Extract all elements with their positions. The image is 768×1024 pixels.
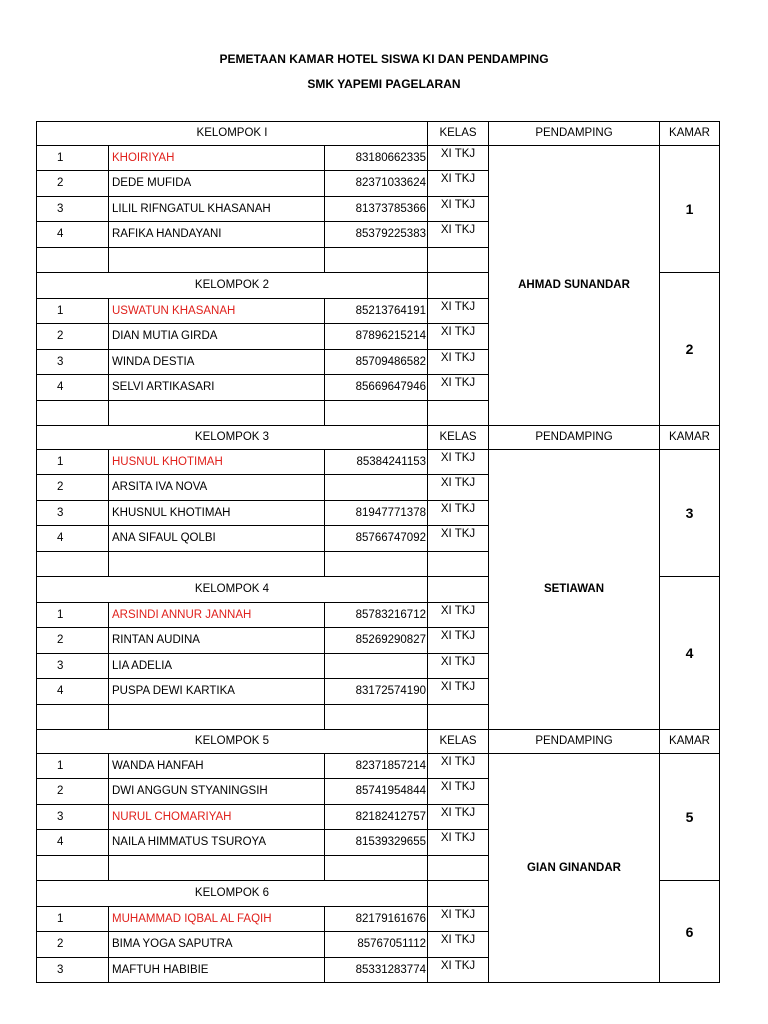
- phone-number: 85766747092: [325, 526, 428, 552]
- row-number: 1: [37, 906, 109, 932]
- row-number: 2: [37, 171, 109, 197]
- kelas-value: XI TKJ: [428, 804, 489, 830]
- student-name: ARSITA IVA NOVA: [109, 475, 325, 501]
- student-name: ARSINDI ANNUR JANNAH: [109, 602, 325, 628]
- phone-number: [325, 653, 428, 679]
- phone-number: 85709486582: [325, 349, 428, 375]
- row-number: 4: [37, 222, 109, 248]
- row-number: 2: [37, 932, 109, 958]
- phone-number: 85783216712: [325, 602, 428, 628]
- kelas-value: XI TKJ: [428, 475, 489, 501]
- student-name: BIMA YOGA SAPUTRA: [109, 932, 325, 958]
- kelas-header: KELAS: [428, 730, 489, 754]
- student-name: RAFIKA HANDAYANI: [109, 222, 325, 248]
- student-name: MUHAMMAD IQBAL AL FAQIH: [109, 906, 325, 932]
- student-name: DWI ANGGUN STYANINGSIH: [109, 779, 325, 805]
- row-number: 3: [37, 653, 109, 679]
- phone-number: 85213764191: [325, 298, 428, 324]
- table-row: [37, 753, 720, 779]
- row-number: 4: [37, 526, 109, 552]
- kelas-value: XI TKJ: [428, 222, 489, 248]
- group-title: KELOMPOK 5: [37, 730, 428, 754]
- blank-cell: [37, 400, 109, 426]
- row-number: 1: [37, 145, 109, 171]
- student-name: USWATUN KHASANAH: [109, 298, 325, 324]
- group-header-row: [37, 426, 720, 450]
- pendamping-header: PENDAMPING: [489, 122, 660, 146]
- student-name: DEDE MUFIDA: [109, 171, 325, 197]
- student-name: PUSPA DEWI KARTIKA: [109, 679, 325, 705]
- kelas-value: XI TKJ: [428, 349, 489, 375]
- row-number: 3: [37, 349, 109, 375]
- student-name: HUSNUL KHOTIMAH: [109, 449, 325, 475]
- student-name: WINDA DESTIA: [109, 349, 325, 375]
- phone-number: 82371033624: [325, 171, 428, 197]
- student-name: DIAN MUTIA GIRDA: [109, 324, 325, 350]
- kamar-number: 3: [660, 449, 720, 577]
- blank-cell: [325, 247, 428, 273]
- kamar-number: 2: [660, 273, 720, 426]
- phone-number: 87896215214: [325, 324, 428, 350]
- group-title: KELOMPOK I: [37, 122, 428, 146]
- student-name: KHOIRIYAH: [109, 145, 325, 171]
- document-title: PEMETAAN KAMAR HOTEL SISWA KI DAN PENDAMPING: [219, 52, 549, 66]
- kelas-value: XI TKJ: [428, 932, 489, 958]
- blank-cell: [428, 551, 489, 577]
- blank-cell: [428, 247, 489, 273]
- blank-cell: [37, 704, 109, 730]
- row-number: 2: [37, 324, 109, 350]
- blank-cell: [325, 704, 428, 730]
- phone-number: 82371857214: [325, 753, 428, 779]
- phone-number: 83180662335: [325, 145, 428, 171]
- row-number: 2: [37, 475, 109, 501]
- row-number: 2: [37, 628, 109, 654]
- kelas-value: XI TKJ: [428, 753, 489, 779]
- group-header-row: [37, 730, 720, 754]
- blank-cell: [428, 704, 489, 730]
- kamar-header: KAMAR: [660, 122, 720, 146]
- room-mapping-table: [36, 121, 720, 983]
- kelas-empty: [428, 273, 489, 299]
- student-name: MAFTUH HABIBIE: [109, 957, 325, 983]
- student-name: ANA SIFAUL QOLBI: [109, 526, 325, 552]
- kelas-empty: [428, 881, 489, 907]
- kelas-value: XI TKJ: [428, 906, 489, 932]
- phone-number: [325, 475, 428, 501]
- kelas-value: XI TKJ: [428, 779, 489, 805]
- student-name: LILIL RIFNGATUL KHASANAH: [109, 196, 325, 222]
- phone-number: 81373785366: [325, 196, 428, 222]
- blank-cell: [37, 247, 109, 273]
- phone-number: 82182412757: [325, 804, 428, 830]
- kelas-value: XI TKJ: [428, 145, 489, 171]
- blank-cell: [109, 855, 325, 881]
- group-header-row: [37, 122, 720, 146]
- kelas-value: XI TKJ: [428, 196, 489, 222]
- row-number: 1: [37, 449, 109, 475]
- room-mapping-table-body: [37, 122, 720, 983]
- blank-cell: [428, 400, 489, 426]
- kamar-header: KAMAR: [660, 730, 720, 754]
- phone-number: 85767051112: [325, 932, 428, 958]
- phone-number: 85741954844: [325, 779, 428, 805]
- table-row: [37, 145, 720, 171]
- kelas-value: XI TKJ: [428, 526, 489, 552]
- blank-cell: [37, 551, 109, 577]
- kamar-number: 5: [660, 753, 720, 881]
- pendamping-name: GIAN GINANDAR: [489, 753, 660, 983]
- student-name: NAILA HIMMATUS TSUROYA: [109, 830, 325, 856]
- row-number: 1: [37, 298, 109, 324]
- pendamping-header: PENDAMPING: [489, 730, 660, 754]
- kelas-value: XI TKJ: [428, 679, 489, 705]
- kelas-value: XI TKJ: [428, 375, 489, 401]
- row-number: 3: [37, 196, 109, 222]
- row-number: 3: [37, 500, 109, 526]
- table-row: [37, 449, 720, 475]
- kelas-value: XI TKJ: [428, 602, 489, 628]
- blank-cell: [37, 855, 109, 881]
- row-number: 4: [37, 830, 109, 856]
- student-name: WANDA HANFAH: [109, 753, 325, 779]
- kelas-value: XI TKJ: [428, 628, 489, 654]
- row-number: 2: [37, 779, 109, 805]
- kelas-header: KELAS: [428, 426, 489, 450]
- student-name: RINTAN AUDINA: [109, 628, 325, 654]
- kelas-header: KELAS: [428, 122, 489, 146]
- kelas-empty: [428, 577, 489, 603]
- kelas-value: XI TKJ: [428, 500, 489, 526]
- row-number: 4: [37, 375, 109, 401]
- document-subtitle: SMK YAPEMI PAGELARAN: [307, 77, 461, 91]
- kamar-header: KAMAR: [660, 426, 720, 450]
- group-title: KELOMPOK 2: [37, 273, 428, 299]
- phone-number: 81539329655: [325, 830, 428, 856]
- kelas-value: XI TKJ: [428, 324, 489, 350]
- blank-cell: [325, 551, 428, 577]
- kamar-number: 4: [660, 577, 720, 730]
- pendamping-name: AHMAD SUNANDAR: [489, 145, 660, 426]
- blank-cell: [109, 704, 325, 730]
- student-name: NURUL CHOMARIYAH: [109, 804, 325, 830]
- blank-cell: [428, 855, 489, 881]
- row-number: 1: [37, 602, 109, 628]
- kelas-value: XI TKJ: [428, 298, 489, 324]
- row-number: 3: [37, 957, 109, 983]
- phone-number: 85384241153: [325, 449, 428, 475]
- kelas-value: XI TKJ: [428, 830, 489, 856]
- blank-cell: [109, 551, 325, 577]
- group-title: KELOMPOK 3: [37, 426, 428, 450]
- row-number: 4: [37, 679, 109, 705]
- blank-cell: [109, 400, 325, 426]
- phone-number: 85331283774: [325, 957, 428, 983]
- group-title: KELOMPOK 6: [37, 881, 428, 907]
- phone-number: 83172574190: [325, 679, 428, 705]
- phone-number: 85379225383: [325, 222, 428, 248]
- phone-number: 85269290827: [325, 628, 428, 654]
- pendamping-header: PENDAMPING: [489, 426, 660, 450]
- kamar-number: 6: [660, 881, 720, 983]
- student-name: LIA ADELIA: [109, 653, 325, 679]
- phone-number: 81947771378: [325, 500, 428, 526]
- group-title: KELOMPOK 4: [37, 577, 428, 603]
- kelas-value: XI TKJ: [428, 653, 489, 679]
- row-number: 1: [37, 753, 109, 779]
- pendamping-name: SETIAWAN: [489, 449, 660, 730]
- kamar-number: 1: [660, 145, 720, 273]
- phone-number: 85669647946: [325, 375, 428, 401]
- blank-cell: [325, 855, 428, 881]
- kelas-value: XI TKJ: [428, 449, 489, 475]
- phone-number: 82179161676: [325, 906, 428, 932]
- student-name: SELVI ARTIKASARI: [109, 375, 325, 401]
- kelas-value: XI TKJ: [428, 171, 489, 197]
- row-number: 3: [37, 804, 109, 830]
- student-name: KHUSNUL KHOTIMAH: [109, 500, 325, 526]
- blank-cell: [109, 247, 325, 273]
- blank-cell: [325, 400, 428, 426]
- kelas-value: XI TKJ: [428, 957, 489, 983]
